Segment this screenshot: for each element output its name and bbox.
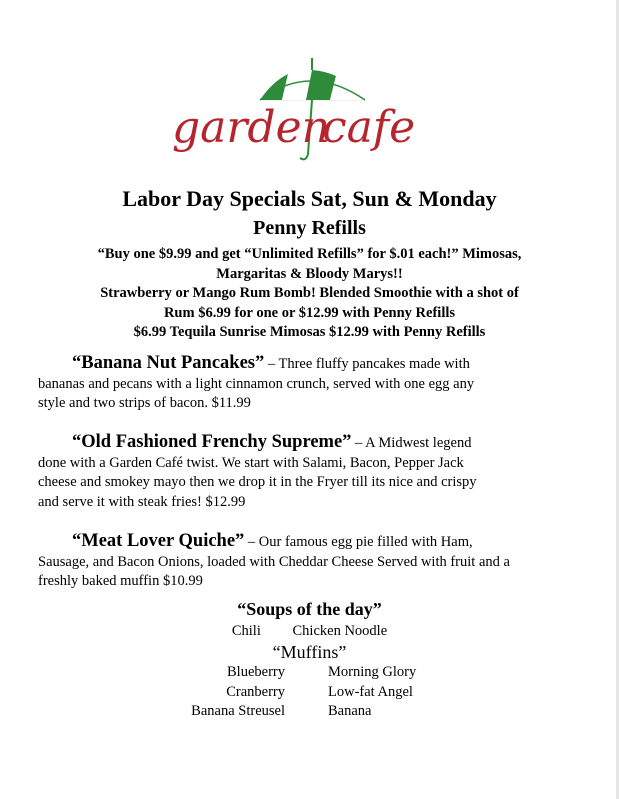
muffin-item: Cranberry <box>226 683 285 700</box>
menu-item-desc: bananas and pecans with a light cinnamon crunch, served with one egg any <box>38 375 475 392</box>
menu-item-desc: – Our famous egg pie filled with Ham, <box>244 534 473 550</box>
page-subtitle: Penny Refills <box>253 217 366 239</box>
specials-line: “Buy one $9.99 and get “Unlimited Refills” for $.01 each!” Mimosas, <box>97 246 522 262</box>
muffin-item: Blueberry <box>227 664 285 680</box>
soup-item: Chili <box>231 623 261 639</box>
specials-line: Strawberry or Mango Rum Bomb! Blended Smoothie with a shot of <box>100 285 519 301</box>
menu-item-name: “Banana Nut Pancakes” <box>72 353 265 373</box>
page-title: Labor Day Specials Sat, Sun & Monday <box>122 186 497 211</box>
menu-item <box>38 354 558 414</box>
specials-block <box>0 245 619 343</box>
menu-item-desc: and serve it with steak fries! $12.99 <box>38 493 246 510</box>
menu-item-desc: cheese and smokey mayo then we drop it in the Fryer till its nice and crispy <box>38 474 477 490</box>
menu-item <box>38 532 558 592</box>
muffin-item: Low-fat Angel <box>328 683 413 700</box>
logo-text-cafe: cafe <box>322 102 416 153</box>
menu-item-desc: freshly baked muffin $10.99 <box>38 573 203 589</box>
menu-item-desc: – Three fluffy pancakes made with <box>264 356 470 372</box>
muffins-title: “Muffins” <box>272 642 347 662</box>
menu-item-desc: Sausage, and Bacon Onions, loaded with Cheddar Cheese Served with fruit and a <box>38 553 510 570</box>
soups-title: “Soups of the day” <box>237 599 382 619</box>
muffin-item: Morning Glory <box>328 664 417 680</box>
menu-item-name: “Meat Lover Quiche” <box>72 531 245 551</box>
specials-line: $6.99 Tequila Sunrise Mimosas $12.99 with Penny Refills <box>133 324 486 340</box>
menu-item-desc: – A Midwest legend <box>351 435 472 451</box>
menu-item-desc: style and two strips of bacon. $11.99 <box>38 395 251 411</box>
menu-item-desc: done with a Garden Café twist. We start with Salami, Bacon, Pepper Jack <box>38 454 464 471</box>
muffin-item: Banana <box>328 703 372 719</box>
menu-item-name: “Old Fashioned Frenchy Supreme” <box>72 432 352 452</box>
muffins-right-column <box>328 663 416 722</box>
soup-item: Chicken Noodle <box>292 623 388 639</box>
garden-cafe-logo <box>160 52 450 172</box>
soups-list <box>0 623 619 640</box>
muffin-item: Banana Streusel <box>191 703 285 719</box>
specials-line: Margaritas & Bloody Marys!! <box>216 265 403 282</box>
muffins-left-column <box>191 663 285 722</box>
specials-line: Rum $6.99 for one or $12.99 with Penny Refills <box>163 304 456 321</box>
menu-item <box>38 433 558 512</box>
logo-text-garden: garden <box>172 102 330 153</box>
